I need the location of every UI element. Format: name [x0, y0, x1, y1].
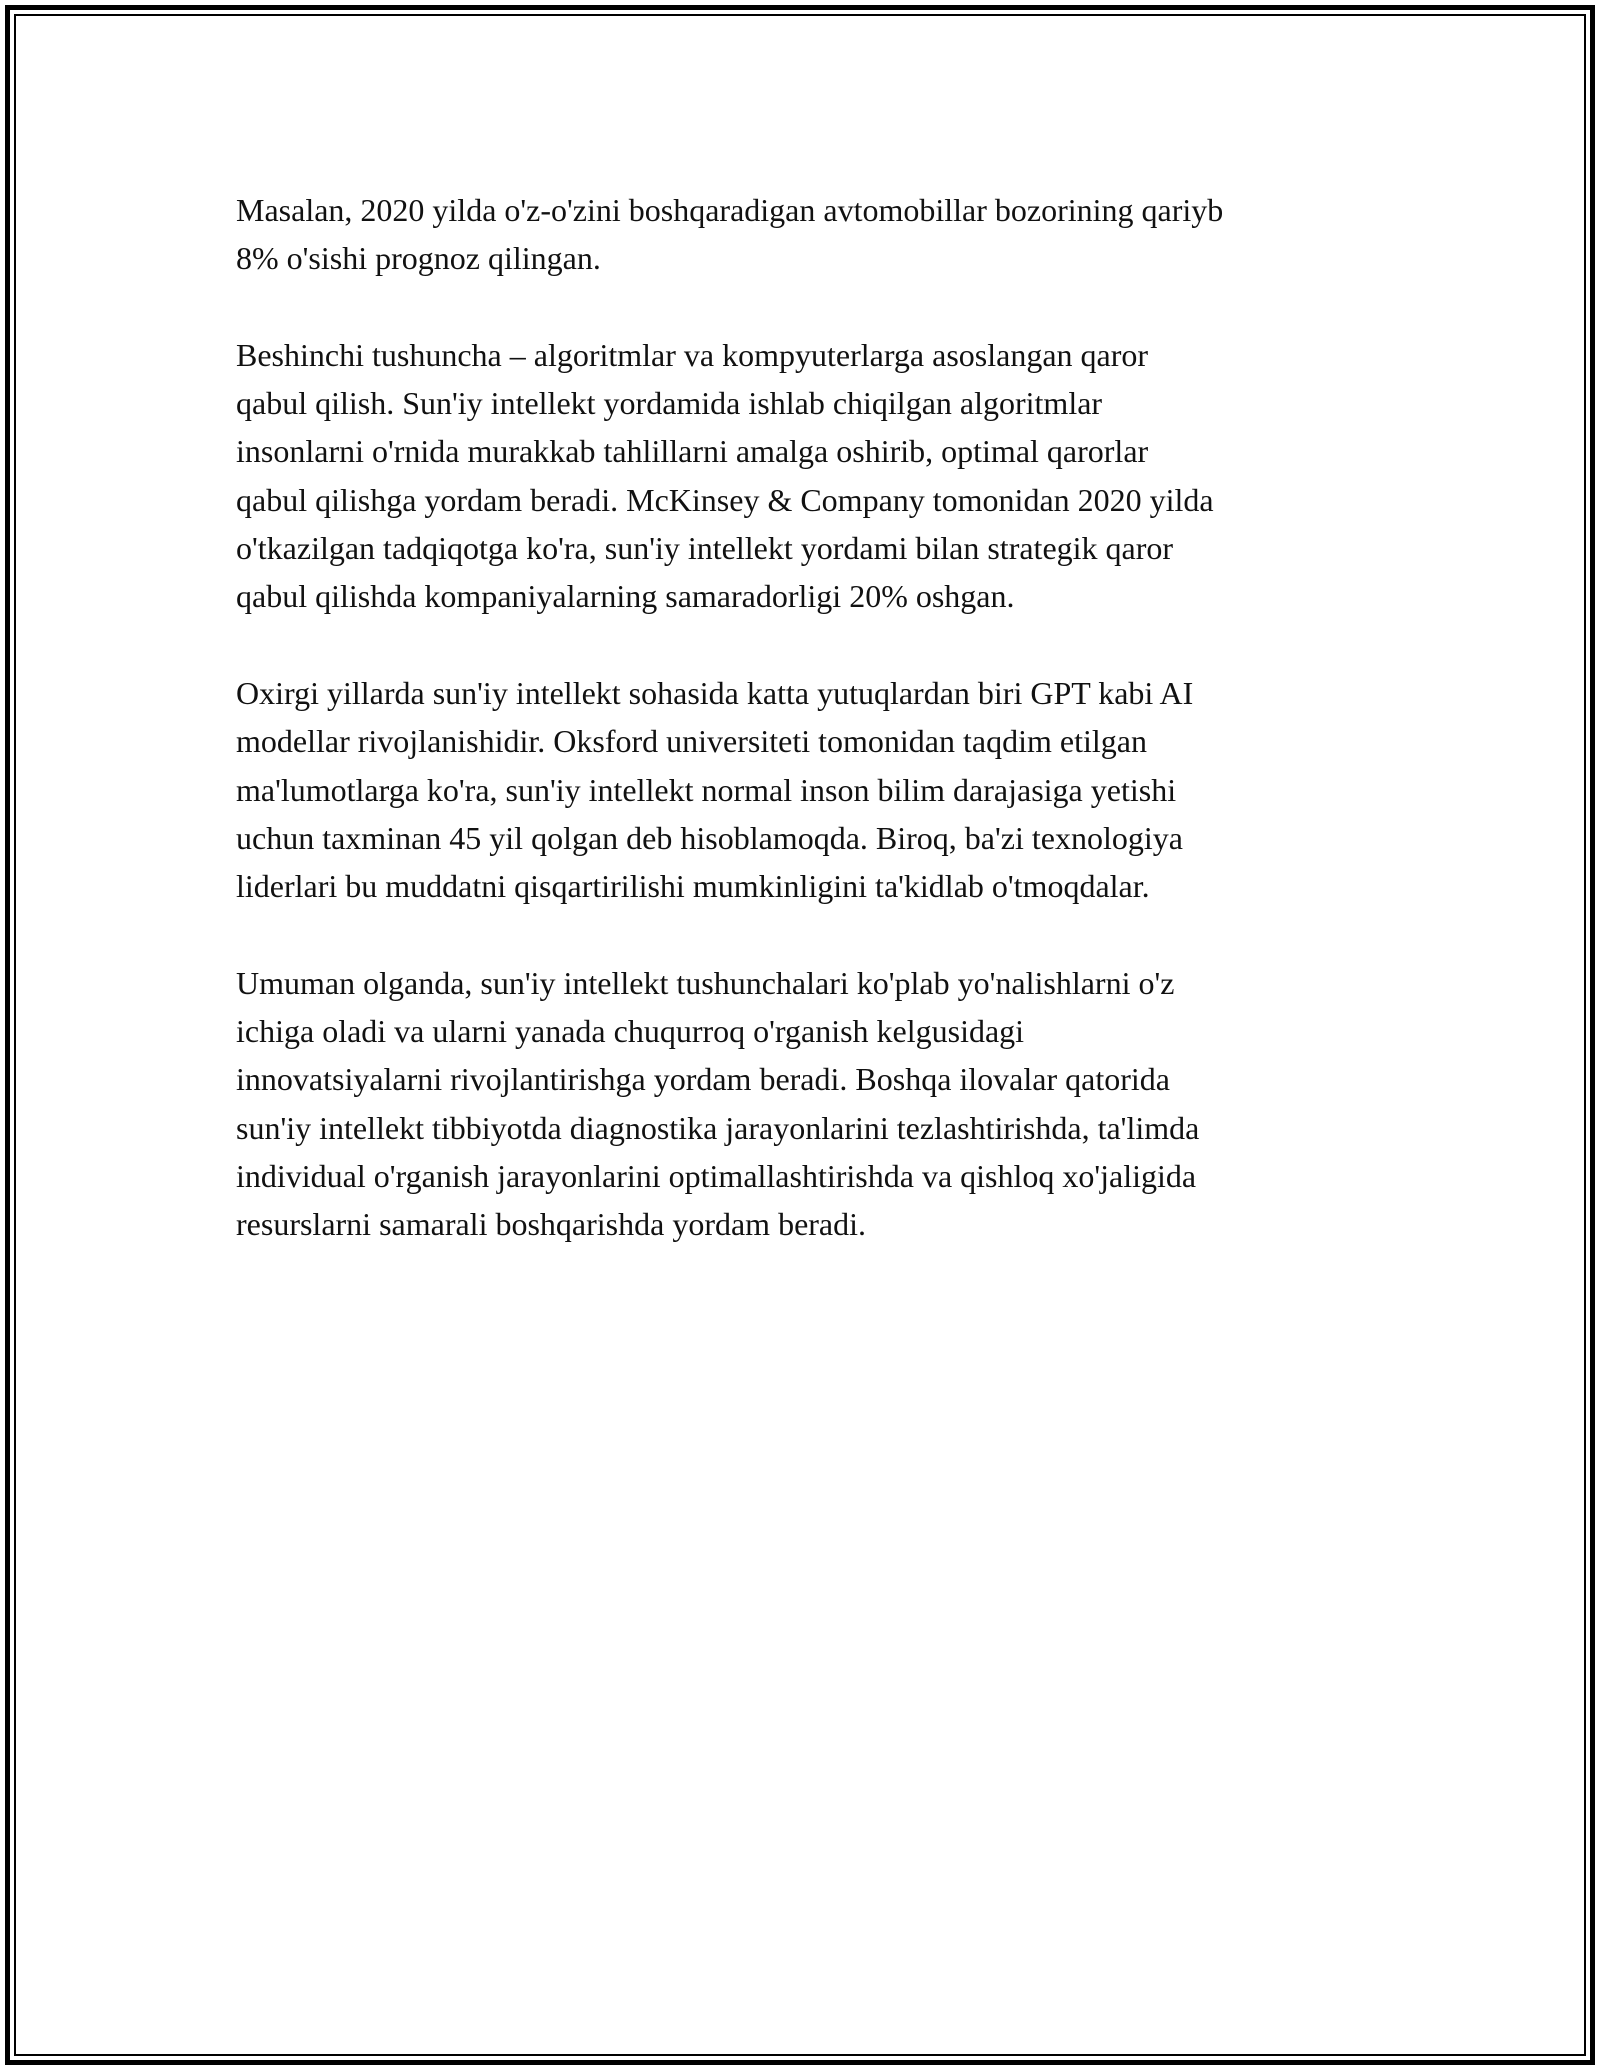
- paragraph-conclusion: Umuman olganda, sun'iy intellekt tushunchalari ko'plab yo'nalishlarni o'z ichiga oladi va ularni yanada chuqurroq o'rganish kelgusidagi innovatsiyalarni rivojlantirishga yordam beradi. Boshqa ilovalar qatorida sun'iy intellekt tibbiyotda diagnostika jarayonlarini tezlashtirishda, ta'limda individual o'rganish jarayonlarini optimallashtirishda va qishloq xo'jaligida resurslarni samarali boshqarishda yordam beradi.: [236, 964, 1200, 1243]
- paragraph-gpt-models: Oxirgi yillarda sun'iy intellekt sohasida katta yutuqlardan biri GPT kabi AI modellar rivojlanishidir. Oksford universiteti tomonidan taqdim etilgan ma'lumotlarga ko'ra, sun'iy intellekt normal inson bilim darajasiga yetishi uchun taxminan 45 yil qolgan deb hisoblamoqda. Biroq, ba'zi texnologiya liderlari bu muddatni qisqartirilishi mumkinligini ta'kidlab o'tmoqdalar.: [236, 674, 1194, 905]
- paragraph-decision-making: Beshinchi tushuncha – algoritmlar va kompyuterlarga asoslangan qaror qabul qilish. Sun'iy intellekt yordamida ishlab chiqilgan algoritmlar insonlarni o'rnida murakkab tahlillarni amalga oshirib, optimal qarorlar qabul qilishga yordam beradi. McKinsey & Company tomonidan 2020 yilda o'tkazilgan tadqiqotga ko'ra, sun'iy intellekt yordami bilan strategik qaror qabul qilishda kompaniyalarning samaradorligi 20% oshgan.: [236, 336, 1214, 615]
- document-body: [236, 186, 1386, 1297]
- paragraph-self-driving-market: Masalan, 2020 yilda o'z-o'zini boshqaradigan avtomobillar bozorining qariyb 8% o'sishi prognoz qilingan.: [236, 192, 1224, 277]
